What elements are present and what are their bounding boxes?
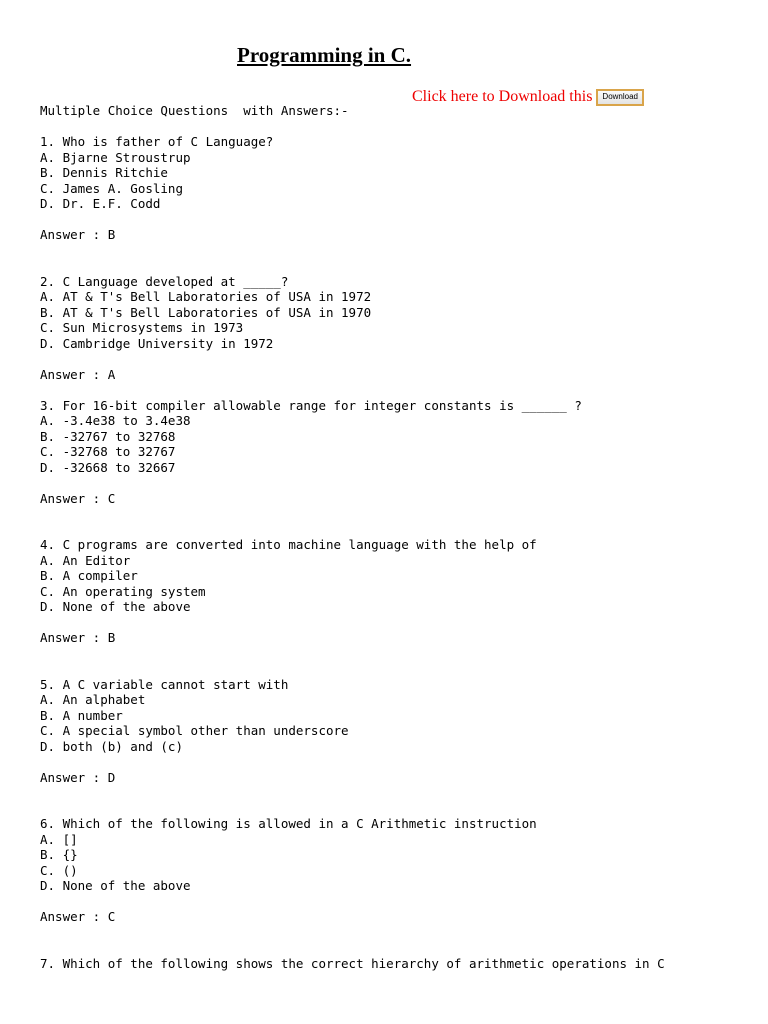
question-block <box>40 816 665 925</box>
question-text: 4. C programs are converted into machine language with the help of <box>40 537 537 552</box>
option: B. {} <box>40 847 78 862</box>
question-text: 2. C Language developed at _____? <box>40 273 289 289</box>
download-button[interactable]: Download <box>596 89 644 106</box>
option: C. () <box>40 862 78 878</box>
answer-text: Answer : B <box>40 227 116 242</box>
option: B. Dennis Ritchie <box>40 165 168 180</box>
question-block <box>40 134 665 243</box>
option: D. Dr. E.F. Codd <box>40 196 161 211</box>
question-text: 1. Who is father of C Language? <box>40 134 274 149</box>
option: B. A compiler <box>40 568 138 583</box>
option: D. Cambridge University in 1972 <box>40 335 274 351</box>
quiz-content <box>40 103 665 971</box>
option: A. An alphabet <box>40 692 146 707</box>
option: A. -3.4e38 to 3.4e38 <box>40 413 191 428</box>
option: C. A special symbol other than underscore <box>40 723 349 738</box>
option: A. An Editor <box>40 552 131 568</box>
question-block <box>40 677 665 786</box>
option: C. An operating system <box>40 583 206 599</box>
option: B. A number <box>40 707 123 723</box>
question-text: 6. Which of the following is allowed in a C Arithmetic instruction <box>40 816 537 831</box>
answer-text: Answer : C <box>40 490 116 506</box>
question-block <box>40 398 665 507</box>
question-block <box>40 274 665 383</box>
option: B. AT & T's Bell Laboratories of USA in 1970 <box>40 304 372 320</box>
option: A. Bjarne Stroustrup <box>40 149 191 165</box>
option: D. None of the above <box>40 878 191 893</box>
option: D. None of the above <box>40 599 191 614</box>
option: C. Sun Microsystems in 1973 <box>40 320 244 335</box>
question-text: 3. For 16-bit compiler allowable range for integer constants is ______ ? <box>40 397 582 413</box>
option: A. [] <box>40 831 78 847</box>
answer-text: Answer : C <box>40 909 116 924</box>
answer-text: Answer : A <box>40 366 116 382</box>
question-block <box>40 537 665 646</box>
question-text: 7. Which of the following shows the correct hierarchy of arithmetic operations in C <box>40 955 665 971</box>
option: A. AT & T's Bell Laboratories of USA in 1972 <box>40 289 372 304</box>
download-link[interactable]: Click here to Download this <box>412 88 593 105</box>
option: C. James A. Gosling <box>40 180 183 196</box>
option: C. -32768 to 32767 <box>40 444 176 459</box>
option: B. -32767 to 32768 <box>40 428 176 444</box>
question-text: 5. A C variable cannot start with <box>40 676 289 692</box>
answer-text: Answer : D <box>40 769 116 785</box>
option: D. -32668 to 32667 <box>40 459 176 475</box>
intro-text: Multiple Choice Questions with Answers:- <box>40 103 349 118</box>
answer-text: Answer : B <box>40 630 116 645</box>
option: D. both (b) and (c) <box>40 738 183 754</box>
page-title: Programming in C. <box>237 43 412 67</box>
